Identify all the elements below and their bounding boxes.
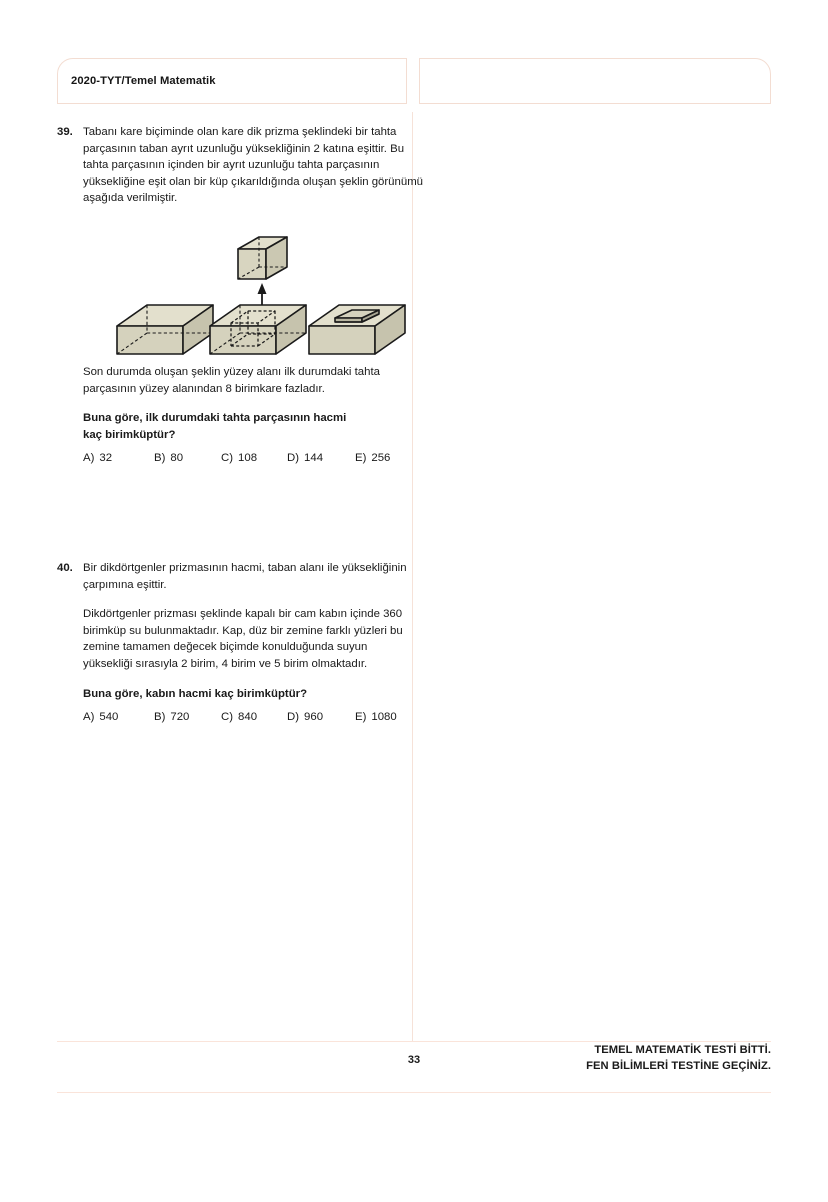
prism-with-hidden-cube bbox=[210, 305, 306, 354]
option-c[interactable] bbox=[221, 450, 287, 467]
question-39-number: 39. bbox=[57, 126, 73, 138]
option-a-letter: A) bbox=[83, 452, 95, 465]
option-c-letter: C) bbox=[221, 452, 234, 465]
option-e[interactable] bbox=[355, 709, 415, 726]
prism-with-hole bbox=[309, 305, 405, 354]
option-b-letter: B) bbox=[154, 452, 166, 465]
option-e-value: 1080 bbox=[371, 711, 397, 724]
extracted-cube bbox=[238, 237, 287, 279]
option-e[interactable] bbox=[355, 450, 415, 467]
option-d-value: 144 bbox=[304, 452, 324, 465]
footer-rule-bottom bbox=[57, 1092, 771, 1093]
question-40-options bbox=[83, 709, 415, 726]
option-c-value: 840 bbox=[238, 711, 258, 724]
header-box-right bbox=[419, 58, 771, 104]
page-number: 33 bbox=[407, 1054, 421, 1066]
option-b-value: 720 bbox=[170, 711, 190, 724]
option-d-letter: D) bbox=[287, 452, 300, 465]
option-b-value: 80 bbox=[170, 452, 184, 465]
footer-note-line1: TEMEL MATEMATİK TESTİ BİTTİ. bbox=[594, 1044, 771, 1056]
question-39-options bbox=[83, 450, 423, 467]
prism-initial bbox=[117, 305, 213, 354]
question-39 bbox=[57, 124, 424, 467]
question-39-prompt-line2: kaç birimküptür? bbox=[83, 428, 176, 441]
question-40-number: 40. bbox=[57, 562, 73, 574]
option-c[interactable] bbox=[221, 709, 287, 726]
question-39-after-figure: Son durumda oluşan şeklin yüzey alanı ilk durumdaki tahta parçasının yüzey alanından 8 birimkare fazladır. bbox=[83, 365, 380, 395]
footer-note bbox=[586, 1043, 771, 1074]
question-39-prompt-line1: Buna göre, ilk durumdaki tahta parçasının hacmi bbox=[83, 412, 347, 425]
option-d[interactable] bbox=[287, 450, 355, 467]
header-box-left bbox=[57, 58, 407, 104]
exam-title: 2020-TYT/Temel Matematik bbox=[71, 75, 216, 87]
option-e-letter: E) bbox=[355, 711, 367, 724]
footer-note-line2: FEN BİLİMLERİ TESTİNE GEÇİNİZ. bbox=[586, 1059, 771, 1072]
option-a-letter: A) bbox=[83, 711, 95, 724]
option-c-value: 108 bbox=[238, 452, 258, 465]
question-39-stem: Tabanı kare biçiminde olan kare dik prizma şeklindeki bir tahta parçasının taban ayrıt uzunluğu yüksekliğinin 2 katına eşittir. Bu tahta parçasının içinden bir ayrıt uzunluğu tahta parçasının yüksekliğine eşit olan bir küp çıkarıldığında oluşan şeklin görünümü aşağıda verilmiştir. bbox=[83, 126, 424, 205]
option-b[interactable] bbox=[154, 709, 221, 726]
question-40-prompt: Buna göre, kabın hacmi kaç birimküptür? bbox=[83, 687, 308, 700]
option-a-value: 32 bbox=[99, 452, 113, 465]
option-b-letter: B) bbox=[154, 711, 166, 724]
option-a-value: 540 bbox=[99, 711, 119, 724]
option-a[interactable] bbox=[83, 709, 154, 726]
question-40 bbox=[57, 560, 407, 726]
option-b[interactable] bbox=[154, 450, 221, 467]
option-d-letter: D) bbox=[287, 711, 300, 724]
option-c-letter: C) bbox=[221, 711, 234, 724]
option-d[interactable] bbox=[287, 709, 355, 726]
option-e-letter: E) bbox=[355, 452, 367, 465]
question-40-stem-2: Dikdörtgenler prizması şeklinde kapalı bir cam kabın içinde 360 birimküp su bulunmaktadır. Kap, düz bir zemine farklı yüzleri bu zemine tamamen değecek biçimde konulduğunda suyun yüksekliği sırasıyla 2 birim, 4 birim ve 5 birim olmaktadır. bbox=[83, 608, 403, 670]
option-d-value: 960 bbox=[304, 711, 324, 724]
option-e-value: 256 bbox=[371, 452, 391, 465]
question-40-stem-1: Bir dikdörtgenler prizmasının hacmi, taban alanı ile yüksekliğinin çarpımına eşittir. bbox=[83, 562, 407, 591]
figure-three-prisms-with-extracted-cube bbox=[103, 219, 423, 364]
option-a[interactable] bbox=[83, 450, 154, 467]
